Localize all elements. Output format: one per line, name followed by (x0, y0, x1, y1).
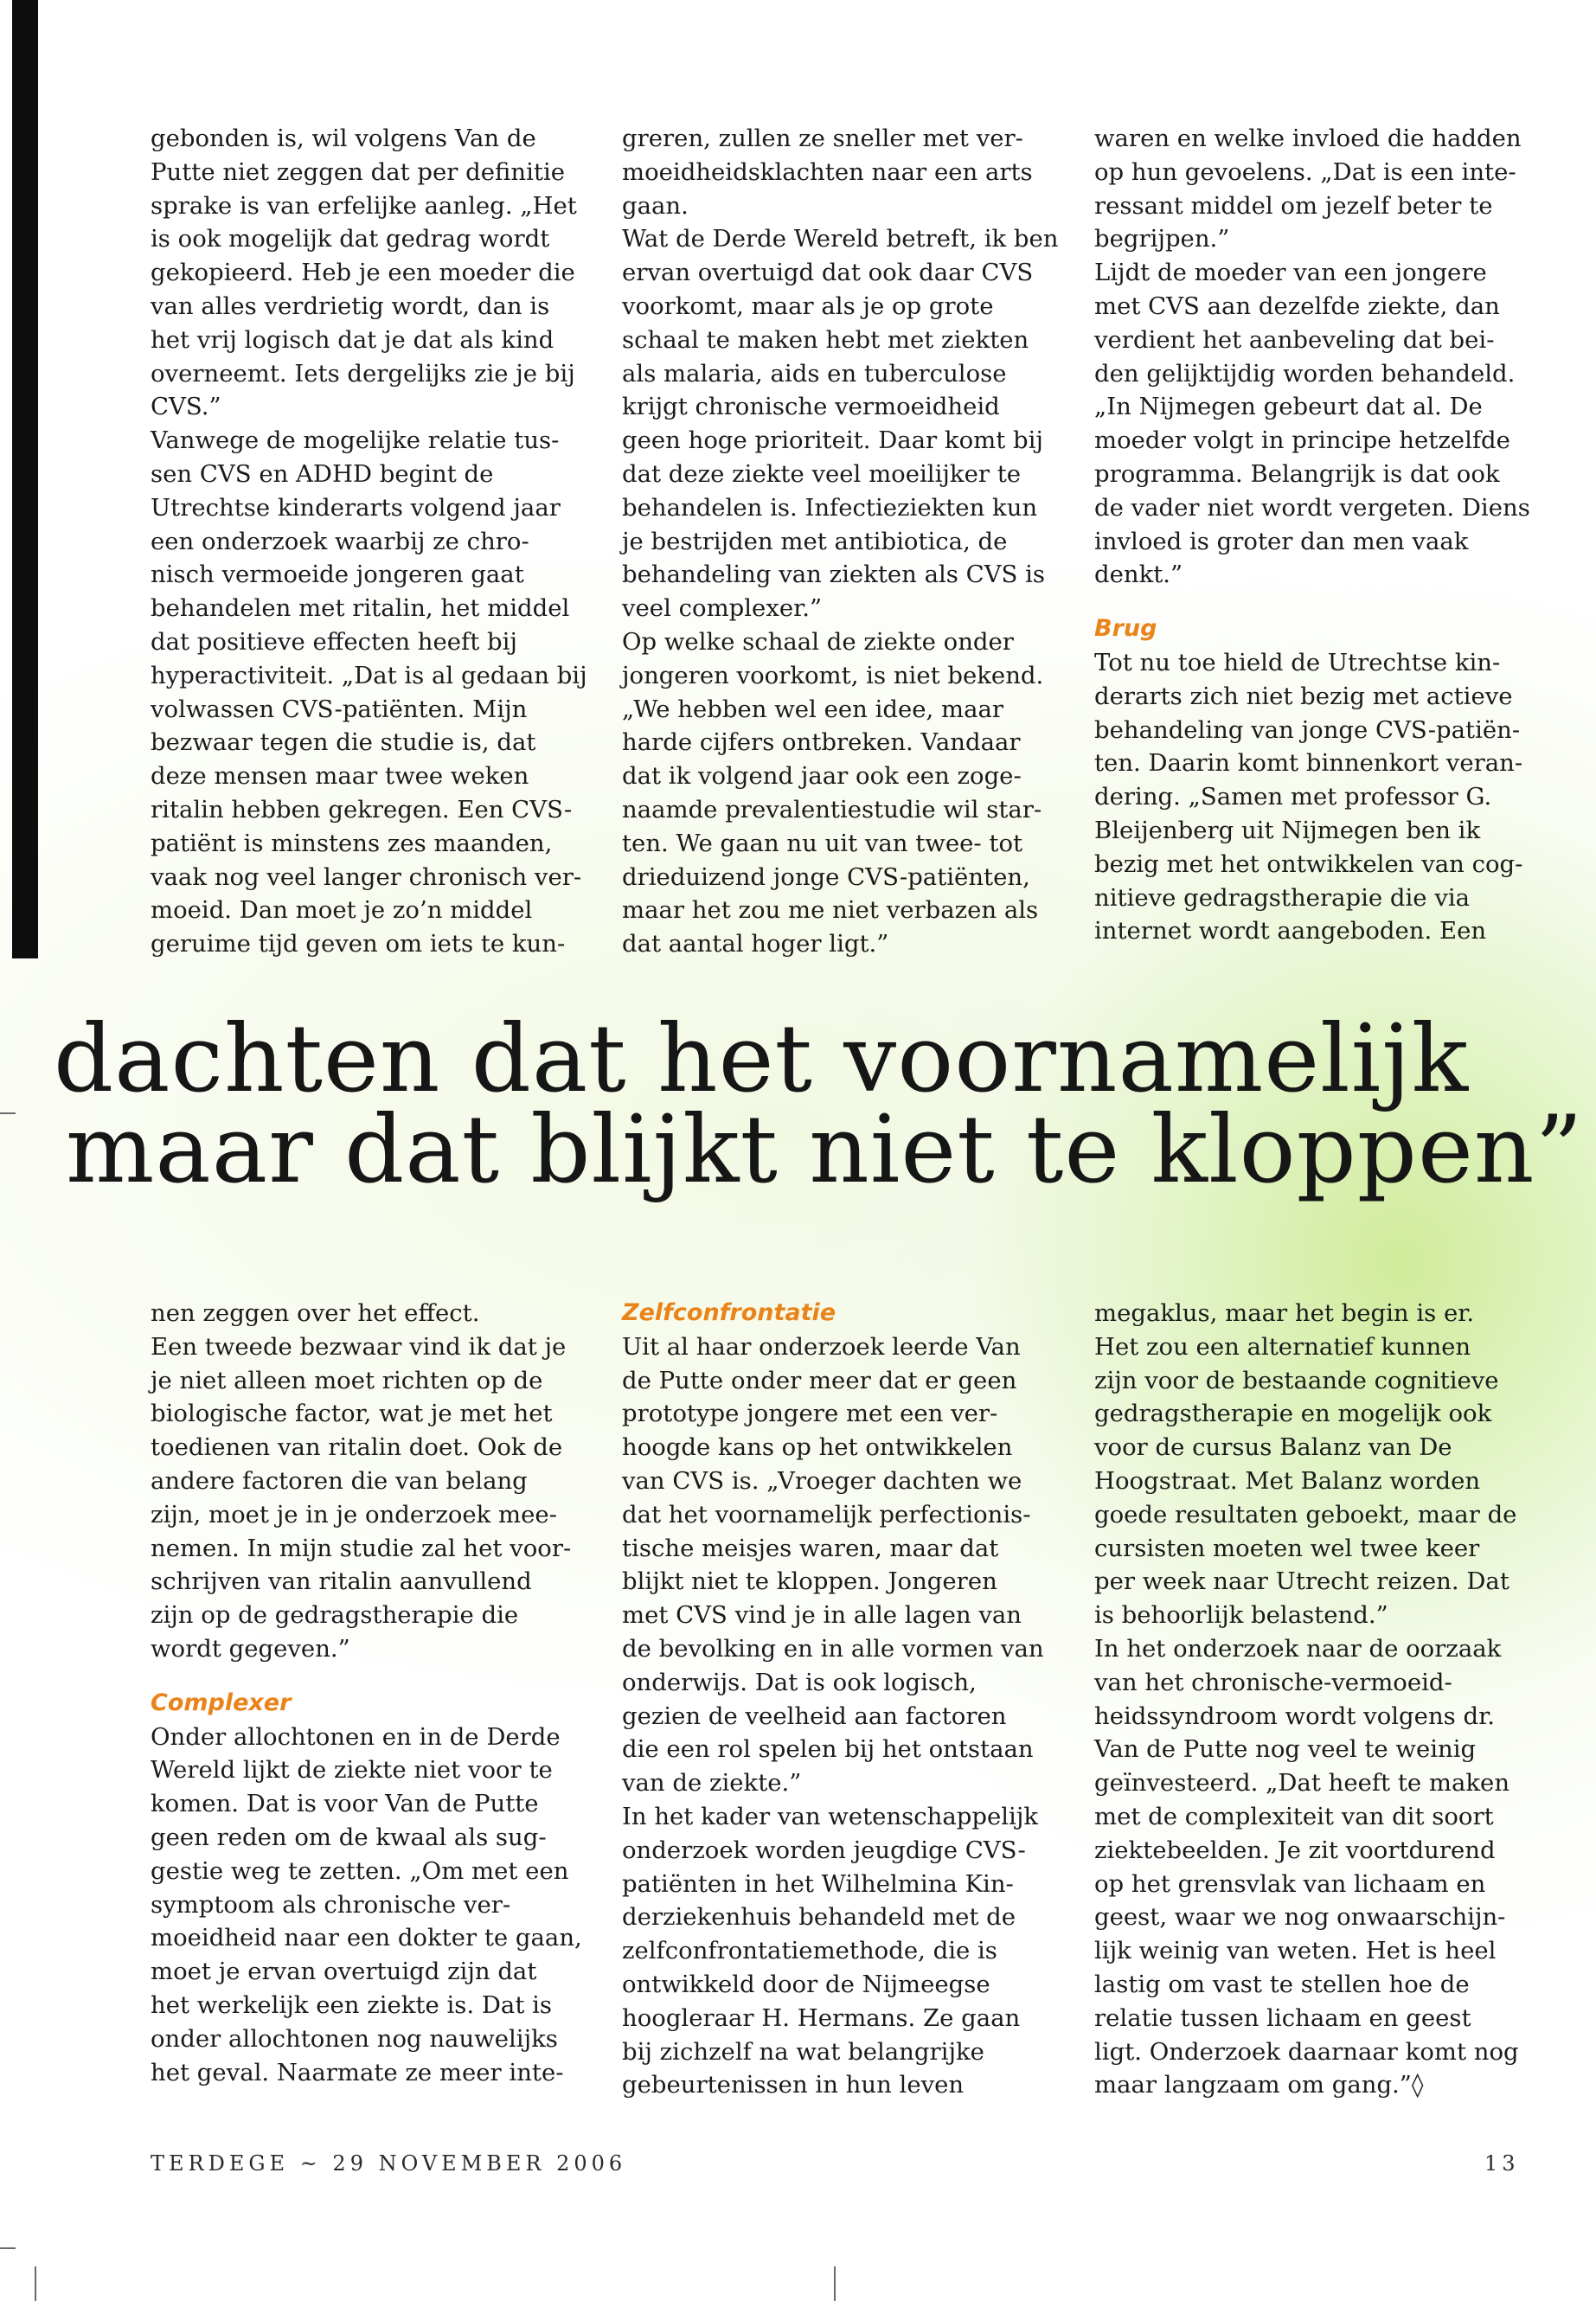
text-line: geen hoge prioriteit. Daar komt bij (622, 426, 1043, 455)
article-column-2 (622, 122, 1072, 961)
text-line: overneemt. Iets dergelijks zie je bij (151, 359, 575, 388)
text-line: geïnvesteerd. „Dat heeft te maken (1094, 1769, 1510, 1798)
text-line: per week naar Utrecht reizen. Dat (1094, 1567, 1509, 1596)
text-line: verdient het aanbeveling dat bei- (1094, 325, 1495, 354)
text-line: de bevolking en in alle vormen van (622, 1634, 1044, 1663)
text-line: onderzoek worden jeugdige CVS- (622, 1836, 1026, 1864)
text-line: maar langzaam om gang.”◊ (1094, 2071, 1424, 2099)
text-line: ziektebeelden. Je zit voortdurend (1094, 1836, 1496, 1864)
text-line: Bleijenberg uit Nijmegen ben ik (1094, 816, 1481, 844)
pull-quote-line-2: maar dat blijkt niet te kloppen” (66, 1096, 1584, 1204)
text-line: Lijdt de moeder van een jongere (1094, 259, 1487, 287)
text-line: zijn voor de bestaande cognitieve (1094, 1366, 1499, 1394)
text-line: zelfconfrontatiemethode, die is (622, 1937, 997, 1965)
text-line: met CVS aan dezelfde ziekte, dan (1094, 292, 1500, 320)
text-line: dering. „Samen met professor G. (1094, 783, 1492, 811)
section-heading: Complexer (151, 1689, 292, 1716)
text-line: gestie weg te zetten. „Om met een (151, 1856, 569, 1885)
text-line: patiënt is minstens zes maanden, (151, 829, 553, 857)
text-line: schrijven van ritalin aanvullend (151, 1567, 532, 1596)
text-line: moeder volgt in principe hetzelfde (1094, 426, 1510, 455)
text-line: behandelen met ritalin, het middel (151, 594, 570, 623)
text-line: moeid. Dan moet je zo’n middel (151, 896, 533, 925)
text-line: derziekenhuis behandeld met de (622, 1903, 1016, 1932)
text-line: „In Nijmegen gebeurt dat al. De (1094, 393, 1483, 421)
text-line: maar het zou me niet verbazen als (622, 896, 1039, 925)
text-line: drieduizend jonge CVS-patiënten, (622, 862, 1030, 891)
article-column-1 (151, 122, 600, 961)
pull-quote-line-1: dachten dat het voornamelijk (54, 1005, 1470, 1113)
text-line: lastig om vast te stellen hoe de (1094, 1970, 1470, 1998)
text-line: relatie tussen lichaam en geest (1094, 2003, 1471, 2032)
text-line: Putte niet zeggen dat per definitie (151, 157, 566, 186)
text-line: ten. Daarin komt binnenkort veran- (1094, 749, 1523, 778)
section-heading: Brug (1094, 615, 1157, 643)
text-line: tische meisjes waren, maar dat (622, 1534, 999, 1562)
text-line: Tot nu toe hield de Utrechtse kin- (1094, 648, 1501, 676)
text-line: gebeurtenissen in hun leven (622, 2071, 965, 2099)
text-line: Wereld lijkt de ziekte niet voor te (151, 1756, 553, 1785)
text-line: prototype jongere met een ver- (622, 1400, 998, 1428)
article-column-6 (1094, 1297, 1544, 2102)
text-line: symptoom als chronische ver- (151, 1890, 511, 1919)
text-line: heidssyndroom wordt volgens dr. (1094, 1702, 1495, 1730)
text-line: nitieve gedragstherapie die via (1094, 883, 1471, 912)
text-line: Hoogstraat. Met Balanz worden (1094, 1466, 1481, 1495)
text-line: patiënten in het Wilhelmina Kin- (622, 1869, 1014, 1898)
text-line: invloed is groter dan men vaak (1094, 527, 1469, 555)
text-line: met de complexiteit van dit soort (1094, 1802, 1494, 1830)
text-line: op het grensvlak van lichaam en (1094, 1869, 1486, 1898)
page-number: 13 (1484, 2151, 1520, 2176)
text-line: bezwaar tegen die studie is, dat (151, 728, 536, 757)
text-line: schaal te maken hebt met ziekten (622, 325, 1029, 354)
text-line: Het zou een alternatief kunnen (1094, 1332, 1471, 1361)
text-line: denkt.” (1094, 561, 1183, 589)
text-line: nisch vermoeide jongeren gaat (151, 561, 524, 589)
text-line: ontwikkeld door de Nijmeegse (622, 1970, 990, 1998)
article-column-4 (151, 1297, 600, 2089)
text-line: Vanwege de mogelijke relatie tus- (151, 426, 560, 455)
text-line: hyperactiviteit. „Dat is al gedaan bij (151, 661, 587, 689)
text-line: megaklus, maar het begin is er. (1094, 1299, 1475, 1327)
crop-mark (834, 2266, 836, 2301)
text-line: sprake is van erfelijke aanleg. „Het (151, 191, 577, 220)
text-line: dat het voornamelijk perfectionis- (622, 1500, 1031, 1529)
text-line: van alles verdrietig wordt, dan is (151, 292, 550, 320)
text-line: „We hebben wel een idee, maar (622, 695, 1004, 723)
text-line: cursisten moeten wel twee keer (1094, 1534, 1480, 1562)
crop-mark (35, 2266, 36, 2301)
text-line: andere factoren die van belang (151, 1466, 528, 1495)
text-line: begrijpen.” (1094, 225, 1230, 253)
text-line: CVS.” (151, 393, 221, 421)
text-line: veel complexer.” (622, 594, 823, 623)
text-line: hoogleraar H. Hermans. Ze gaan (622, 2003, 1021, 2032)
text-line: van het chronische-vermoeid- (1094, 1668, 1452, 1696)
text-line: waren en welke invloed die hadden (1094, 125, 1522, 152)
text-line: je niet alleen moet richten op de (151, 1366, 543, 1394)
text-line: je bestrijden met antibiotica, de (622, 527, 1008, 555)
text-line: dat deze ziekte veel moeilijker te (622, 459, 1022, 488)
crop-mark (0, 1112, 16, 1114)
text-line: behandelen is. Infectieziekten kun (622, 493, 1038, 522)
text-line: hoogde kans op het ontwikkelen (622, 1433, 1013, 1462)
text-line: lijk weinig van weten. Het is heel (1094, 1937, 1497, 1965)
text-line: ervan overtuigd dat ook daar CVS (622, 259, 1034, 287)
text-line: die een rol spelen bij het ontstaan (622, 1735, 1034, 1764)
text-line: dat aantal hoger ligt.” (622, 930, 889, 958)
text-line: vaak nog veel langer chronisch ver- (151, 862, 582, 891)
text-line: nen zeggen over het effect. (151, 1299, 480, 1327)
text-line: gedragstherapie en mogelijk ook (1094, 1400, 1492, 1428)
text-line: behandeling van ziekten als CVS is (622, 561, 1046, 589)
text-line: programma. Belangrijk is dat ook (1094, 459, 1500, 488)
text-line: In het onderzoek naar de oorzaak (1094, 1634, 1502, 1663)
text-line: dat ik volgend jaar ook een zoge- (622, 762, 1022, 791)
black-side-bar (12, 0, 38, 958)
text-line: is ook mogelijk dat gedrag wordt (151, 225, 550, 253)
text-line: onderwijs. Dat is ook logisch, (622, 1668, 977, 1696)
text-line: Een tweede bezwaar vind ik dat je (151, 1332, 567, 1361)
text-line: gaan. (622, 191, 689, 220)
text-line: nemen. In mijn studie zal het voor- (151, 1534, 572, 1562)
text-line: het geval. Naarmate ze meer inte- (151, 2058, 564, 2086)
text-line: Uit al haar onderzoek leerde Van (622, 1332, 1021, 1361)
text-line: van CVS is. „Vroeger dachten we (622, 1466, 1022, 1495)
footer-magazine-date: TERDEGE ~ 29 NOVEMBER 2006 (151, 2151, 627, 2176)
text-line: biologische factor, wat je met het (151, 1400, 553, 1428)
text-line: een onderzoek waarbij ze chro- (151, 527, 529, 555)
text-line: greren, zullen ze sneller met ver- (622, 125, 1023, 152)
text-line: van de ziekte.” (622, 1769, 802, 1798)
text-line: Van de Putte nog veel te weinig (1094, 1735, 1477, 1764)
text-line: bezig met het ontwikkelen van cog- (1094, 849, 1523, 878)
text-line: internet wordt aangeboden. Een (1094, 917, 1487, 945)
text-line: onder allochtonen nog nauwelijks (151, 2024, 558, 2053)
text-line: behandeling van jonge CVS-patiën- (1094, 715, 1521, 744)
article-column-3 (1094, 122, 1544, 948)
text-line: ressant middel om jezelf beter te (1094, 191, 1493, 220)
text-line: moeidheidsklachten naar een arts (622, 157, 1033, 186)
text-line: harde cijfers ontbreken. Vandaar (622, 728, 1021, 757)
text-line: op hun gevoelens. „Dat is een inte- (1094, 157, 1516, 186)
text-line: sen CVS en ADHD begint de (151, 459, 494, 488)
text-line: ligt. Onderzoek daarnaar komt nog (1094, 2037, 1519, 2066)
text-line: geest, waar we nog onwaarschijn- (1094, 1903, 1506, 1932)
text-line: gekopieerd. Heb je een moeder die (151, 259, 575, 287)
text-line: dat positieve effecten heeft bij (151, 627, 517, 656)
text-line: krijgt chronische vermoeidheid (622, 393, 1000, 421)
text-line: met CVS vind je in alle lagen van (622, 1601, 1022, 1630)
text-line: is behoorlijk belastend.” (1094, 1601, 1388, 1630)
text-line: gezien de veelheid aan factoren (622, 1702, 1007, 1730)
text-line: de vader niet wordt vergeten. Diens (1094, 493, 1530, 522)
text-line: komen. Dat is voor Van de Putte (151, 1790, 539, 1818)
text-line: wordt gegeven.” (151, 1634, 350, 1663)
text-line: Op welke schaal de ziekte onder (622, 627, 1014, 656)
text-line: het werkelijk een ziekte is. Dat is (151, 1990, 553, 2019)
text-line: den gelijktijdig worden behandeld. (1094, 359, 1516, 388)
crop-mark (0, 2247, 16, 2249)
text-line: het vrij logisch dat je dat als kind (151, 325, 554, 354)
text-line: volwassen CVS-patiënten. Mijn (151, 695, 528, 723)
text-line: zijn op de gedragstherapie die (151, 1601, 519, 1630)
text-line: Onder allochtonen en in de Derde (151, 1722, 561, 1751)
text-line: ritalin hebben gekregen. Een CVS- (151, 795, 573, 824)
text-line: naamde prevalentiestudie wil star- (622, 795, 1042, 824)
text-line: moet je ervan overtuigd zijn dat (151, 1958, 537, 1986)
article-column-5 (622, 1297, 1072, 2102)
text-line: jongeren voorkomt, is niet bekend. (622, 661, 1044, 689)
text-line: gebonden is, wil volgens Van de (151, 125, 536, 152)
text-line: derarts zich niet bezig met actieve (1094, 682, 1513, 710)
text-line: ten. We gaan nu uit van twee- tot (622, 829, 1023, 857)
text-line: blijkt niet te kloppen. Jongeren (622, 1567, 997, 1596)
text-line: bij zichzelf na wat belangrijke (622, 2037, 984, 2066)
text-line: deze mensen maar twee weken (151, 762, 529, 791)
text-line: als malaria, aids en tuberculose (622, 359, 1007, 388)
text-line: goede resultaten geboekt, maar de (1094, 1500, 1517, 1529)
text-line: voor de cursus Balanz van De (1094, 1433, 1452, 1462)
text-line: Wat de Derde Wereld betreft, ik ben (622, 225, 1059, 253)
text-line: de Putte onder meer dat er geen (622, 1366, 1017, 1394)
text-line: In het kader van wetenschappelijk (622, 1802, 1039, 1830)
section-heading: Zelfconfrontatie (622, 1299, 836, 1326)
text-line: geen reden om de kwaal als sug- (151, 1823, 547, 1851)
text-line: toedienen van ritalin doet. Ook de (151, 1433, 563, 1462)
text-line: moeidheid naar een dokter te gaan, (151, 1924, 582, 1952)
text-line: Utrechtse kinderarts volgend jaar (151, 493, 561, 522)
text-line: zijn, moet je in je onderzoek mee- (151, 1500, 557, 1529)
text-line: geruime tijd geven om iets te kun- (151, 930, 566, 958)
text-line: voorkomt, maar als je op grote (622, 292, 994, 320)
